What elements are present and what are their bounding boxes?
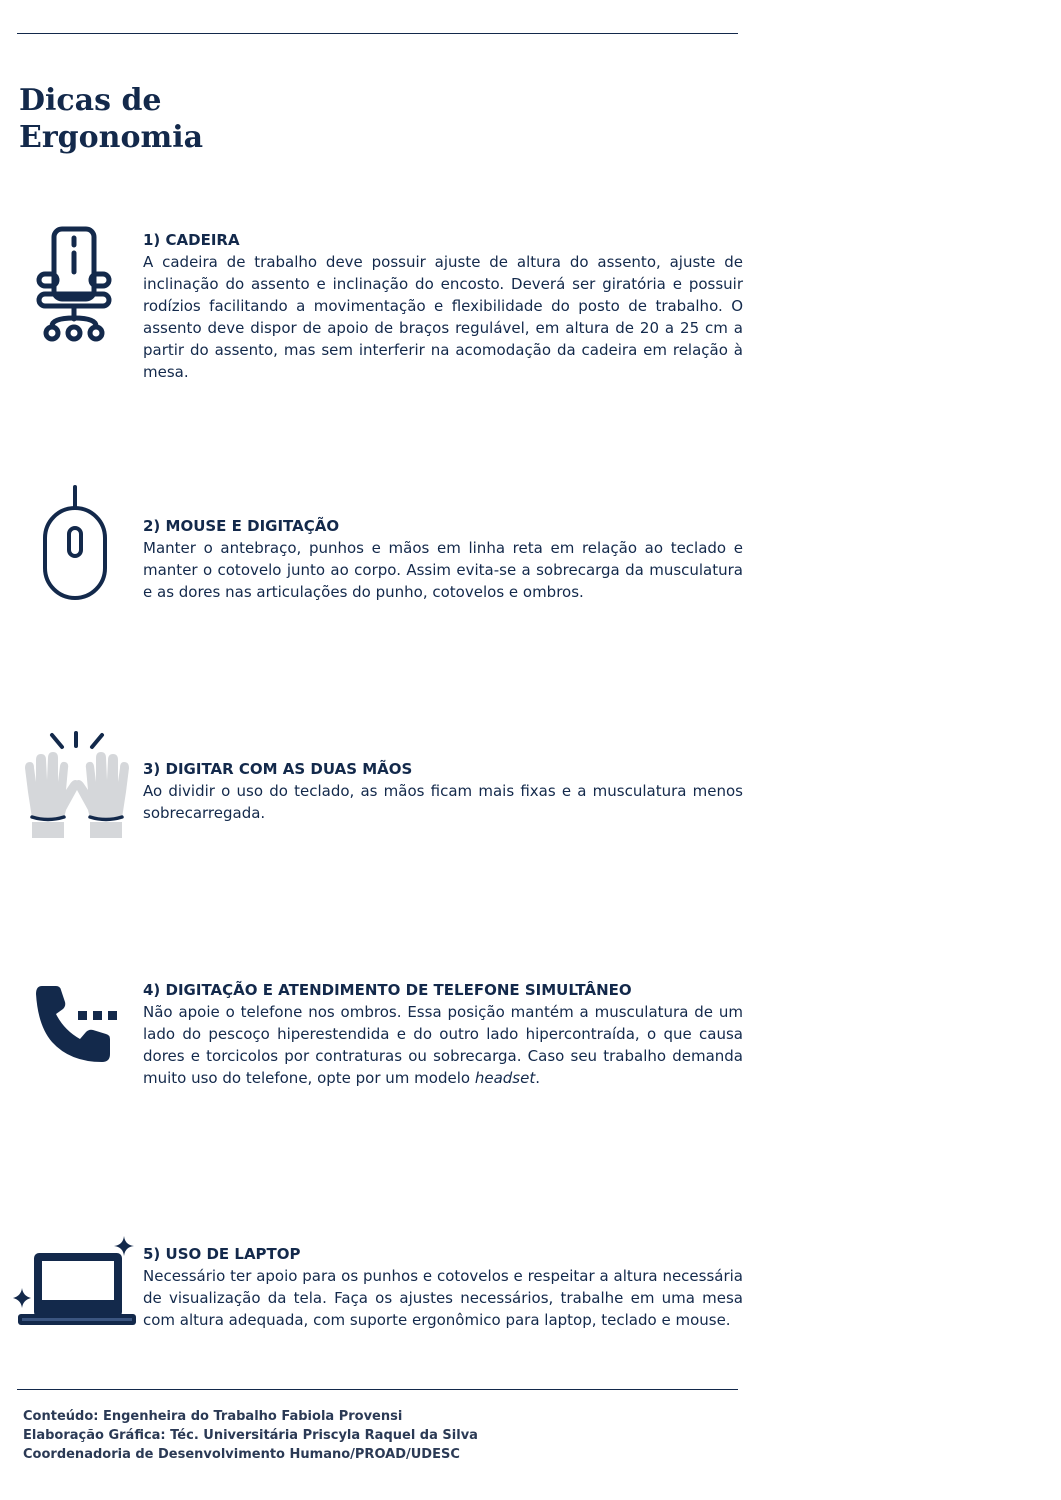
laptop-icon xyxy=(12,1236,140,1332)
footer-line: Conteúdo: Engenheira do Trabalho Fabiola Provensi xyxy=(23,1409,403,1424)
section-text: Necessário ter apoio para os punhos e cotovelos e respeitar a altura necessária de visualização da tela. Faça os ajustes necessários, trabalhe em uma mesa com altura adequada, com suporte ergonômico para laptop, teclado e mouse. xyxy=(143,1267,743,1329)
section-text: A cadeira de trabalho deve possuir ajuste de altura do assento, ajuste de inclinação do assento e inclinação do encosto. Deverá ser giratória e possuir rodízios facilitando a movimentação e flexibilidade do posto de trabalho. O assento deve dispor de apoio de braços regulável, em altura de 20 a 25 cm a partir do assento, mas sem interferir na acomodação da cadeira em relação à mesa. xyxy=(143,253,743,381)
section-laptop xyxy=(143,1243,743,1331)
section-text xyxy=(143,1001,743,1089)
section-text: Manter o antebraço, punhos e mãos em linha reta em relação ao teclado e manter o cotovelo junto ao corpo. Assim evita-se a sobrecarga da musculatura e as dores nas articulações do punho, cotovelos e ombros. xyxy=(143,539,743,601)
section-text-main: Não apoie o telefone nos ombros. Essa posição mantém a musculatura de um lado do pescoço hiperestendida e do outro lado hipercontraída, o que causa dores e torcicolos por contraturas ou sobrecarga. Caso seu trabalho demanda muito uso do telefone, opte por um modelo xyxy=(143,1003,743,1087)
page-title-line-1: Dicas de xyxy=(19,83,162,118)
section-two-hands xyxy=(143,758,743,824)
footer-line: Elaboração Gráfica: Téc. Universitária Priscyla Raquel da Silva xyxy=(23,1428,478,1443)
section-heading: 2) MOUSE E DIGITAÇÃO xyxy=(143,517,340,535)
mouse-icon xyxy=(40,484,110,604)
bottom-divider xyxy=(17,1389,738,1390)
raised-hands-icon xyxy=(22,730,132,840)
section-text: Ao dividir o uso do teclado, as mãos ficam mais fixas e a musculatura menos sobrecarregada. xyxy=(143,782,743,822)
page-title xyxy=(19,82,203,156)
footer-credits xyxy=(23,1407,478,1464)
section-heading: 1) CADEIRA xyxy=(143,231,240,249)
section-heading: 4) DIGITAÇÃO E ATENDIMENTO DE TELEFONE SIMULTÂNEO xyxy=(143,981,632,999)
section-chair xyxy=(143,229,743,383)
section-heading: 5) USO DE LAPTOP xyxy=(143,1245,301,1263)
office-chair-icon xyxy=(34,226,114,346)
footer-line: Coordenadoria de Desenvolvimento Humano/PROAD/UDESC xyxy=(23,1447,460,1462)
section-phone xyxy=(143,979,743,1089)
phone-call-icon xyxy=(34,982,124,1067)
section-text-italic: headset xyxy=(474,1069,536,1087)
section-mouse xyxy=(143,515,743,603)
top-divider xyxy=(17,33,738,34)
section-heading: 3) DIGITAR COM AS DUAS MÃOS xyxy=(143,760,413,778)
section-text-end: . xyxy=(535,1069,540,1087)
page-title-line-2: Ergonomia xyxy=(19,120,204,155)
